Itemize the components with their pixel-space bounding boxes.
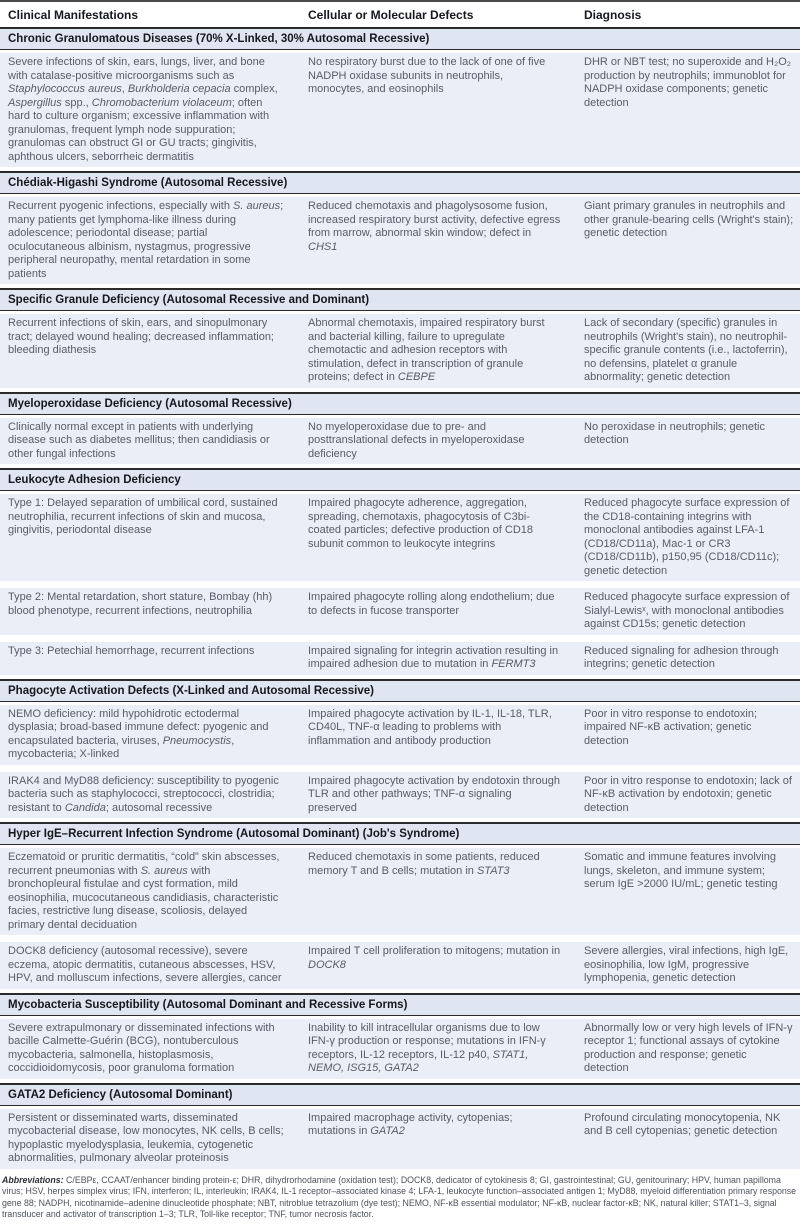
diagnosis-cell: Somatic and immune features involving lungs, skeleton, and immune system; serum IgE >2000 IU/mL; genetic testing (584, 851, 778, 890)
table-row (0, 642, 800, 675)
diagnosis-cell: Reduced phagocyte surface expression of the CD18-containing integrins with monoclonal antibodies against LFA-1 (CD18/CD11a), Mac-1 or CR3 (CD18/CD11b), p150,95 (CD18/CD11c); genetic detection (584, 497, 790, 577)
table-body (0, 27, 800, 1169)
diagnosis-cell: Abnormally low or very high levels of IFN-γ receptor 1; functional assays of cytokine production and response; genetic detection (584, 1021, 793, 1074)
clinical-manifestations-cell: Type 2: Mental retardation, short stature, Bombay (hh) blood phenotype, recurrent infections, neutrophilia (8, 591, 273, 617)
section-title: Chronic Granulomatous Diseases (70% X-Linked, 30% Autosomal Recessive) (0, 27, 800, 50)
table-section (0, 679, 800, 819)
column-header-row (0, 0, 800, 27)
diagnosis-cell: Reduced phagocyte surface expression of Sialyl-Lewisˣ, with monoclonal antibodies against CD15s; genetic detection (584, 591, 790, 630)
clinical-manifestations-cell: Type 3: Petechial hemorrhage, recurrent infections (8, 644, 255, 657)
clinical-manifestations-cell: Persistent or disseminated warts, disseminated mycobacterial disease, low monocytes, NK cells, B cells; hypoplastic myelodysplasia, leukemia, cytogenetic abnormalities, pulmonary alveolar proteinosis (8, 1111, 284, 1164)
diagnosis-cell: DHR or NBT test; no superoxide and H₂O₂ production by neutrophils; immunoblot for NADPH oxidase components; genetic detection (584, 56, 792, 109)
clinical-manifestations-cell: Recurrent pyogenic infections, especially with S. aureus; many patients get lymphoma-like illness during adolescence; periodontal disease; partial oculocutaneous albinism, nystagmus, progressive peripheral neuropathy, mental retardation in some patients (8, 200, 284, 280)
cellular-molecular-defects-cell: Impaired macrophage activity, cytopenias; mutations in GATA2 (308, 1111, 513, 1137)
clinical-manifestations-cell: Severe extrapulmonary or disseminated infections with bacille Calmette-Guérin (BCG), nontuberculous mycobacteria, salmonella, histoplasmosis, coccidioidomycosis, poor granuloma formation (8, 1021, 275, 1074)
section-title: Specific Granule Deficiency (Autosomal Recessive and Dominant) (0, 288, 800, 311)
clinical-manifestations-cell: DOCK8 deficiency (autosomal recessive), severe eczema, atopic dermatitis, cutaneous abscesses, HSV, HPV, and molluscum infections, severe allergies, cancer (8, 945, 282, 984)
table-row (0, 1019, 800, 1079)
cellular-molecular-defects-cell: Inability to kill intracellular organisms due to low IFN-γ production or response; mutations in IFN-γ receptors, IL-12 receptors, IL-12 p40, STAT1, NEMO, ISG15, GATA2 (308, 1021, 546, 1074)
cellular-molecular-defects-cell: Impaired phagocyte activation by IL-1, IL-18, TLR, CD40L, TNF-α leading to problems with inflammation and antibody production (308, 707, 552, 747)
table-row (0, 1109, 800, 1169)
cellular-molecular-defects-cell: No respiratory burst due to the lack of one of five NADPH oxidase subunits in neutrophils, monocytes, and eosinophils (308, 56, 546, 95)
clinical-manifestations-cell: Eczematoid or pruritic dermatitis, “cold” skin abscesses, recurrent pneumonias with S. aureus with bronchopleural fistulae and cyst formation, mild eosinophilia, mucocutaneous candidiasis, characteristic facies, restrictive lung disease, scoliosis, delayed primary dental deciduation (8, 851, 280, 931)
table-row (0, 588, 800, 635)
diagnosis-cell: Poor in vitro response to endotoxin; impaired NF-κB activation; genetic detection (584, 707, 758, 747)
section-title: Phagocyte Activation Defects (X-Linked and Autosomal Recessive) (0, 679, 800, 702)
diagnosis-cell: Lack of secondary (specific) granules in neutrophils (Wright's stain), no neutrophil-specific granule contents (i.e., lactoferrin), no defensins, platelet α granule abnormality; genetic detection (584, 317, 788, 383)
abbreviations-text: C/EBPε, CCAAT/enhancer binding protein-ε; DHR, dihydrorhodamine (oxidation test); DOCK8, dedicator of cytokinesis 8; GI, gastrointestinal; GU, genitourinary; HPV, human papilloma virus; HSV, herpes simplex virus; IFN, interferon; IL, interleukin; IRAK4, IL-1 receptor–associated kinase 4; LFA-1, leukocyte function–associated antigen 1; MyD88, myeloid differentiation primary response gene 88; NADPH, nicotinamide–adenine dinucleotide phosphate; NBT, nitroblue tetrazolium (dye test); NEMO, NF-κB essential modulator; NF-κB, nuclear factor-κB; NK, natural killer; STAT1–3, signal transducer and activator of transcription 1–3; TLR, Toll-like receptor; TNF, tumor necrosis factor. (2, 1174, 797, 1219)
diagnosis-cell: Severe allergies, viral infections, high IgE, eosinophilia, low IgM, progressive lymphopenia, genetic detection (584, 945, 789, 984)
table-row (0, 772, 800, 819)
table-section (0, 171, 800, 284)
clinical-manifestations-cell: Clinically normal except in patients with underlying disease such as diabetes mellitus; then candidiasis or other fungal infections (8, 420, 270, 460)
section-title: Hyper IgE–Recurrent Infection Syndrome (Autosomal Dominant) (Job's Syndrome) (0, 822, 800, 845)
section-title: Mycobacteria Susceptibility (Autosomal Dominant and Recessive Forms) (0, 993, 800, 1016)
section-title: Leukocyte Adhesion Deficiency (0, 468, 800, 491)
table-row (0, 494, 800, 581)
table-row (0, 942, 800, 989)
abbreviations-footnote (0, 1175, 800, 1221)
table-row (0, 848, 800, 935)
cellular-molecular-defects-cell: Impaired phagocyte rolling along endothelium; due to defects in fucose transporter (308, 591, 555, 617)
cellular-molecular-defects-cell: Abnormal chemotaxis, impaired respiratory burst and bacterial killing, failure to upregulate chemotactic and adhesion receptors with stimulation, defect in transcription of granule proteins; defect in CEBPE (308, 317, 545, 383)
cellular-molecular-defects-cell: Reduced chemotaxis and phagolysosome fusion, increased respiratory burst activity, defective egress from marrow, abnormal skin window; defect in CHS1 (308, 200, 561, 253)
table-row (0, 314, 800, 388)
table-row (0, 197, 800, 284)
table-section (0, 288, 800, 388)
section-title: GATA2 Deficiency (Autosomal Dominant) (0, 1083, 800, 1106)
diagnosis-cell: Reduced signaling for adhesion through integrins; genetic detection (584, 644, 779, 670)
clinical-manifestations-cell: IRAK4 and MyD88 deficiency: susceptibility to pyogenic bacteria such as staphylococci, streptococci, clostridia; resistant to Candida; autosomal recessive (8, 774, 279, 814)
diagnosis-cell: No peroxidase in neutrophils; genetic detection (584, 420, 766, 446)
table-section (0, 822, 800, 989)
clinical-manifestations-cell: NEMO deficiency: mild hypohidrotic ectodermal dysplasia; broad-based immune defect: pyogenic and encapsulated bacteria, viruses, Pneumocystis, mycobacteria; X-linked (8, 707, 269, 760)
table-row (0, 705, 800, 765)
cellular-molecular-defects-cell: Impaired signaling for integrin activation resulting in impaired adhesion due to mutation in FERMT3 (308, 644, 559, 670)
column-header-cellular-molecular-defects: Cellular or Molecular Defects (308, 8, 474, 22)
section-title: Myeloperoxidase Deficiency (Autosomal Recessive) (0, 392, 800, 415)
table-section (0, 468, 800, 675)
cellular-molecular-defects-cell: Impaired T cell proliferation to mitogens; mutation in DOCK8 (308, 945, 561, 971)
section-title: Chédiak-Higashi Syndrome (Autosomal Recessive) (0, 171, 800, 194)
cellular-molecular-defects-cell: Impaired phagocyte adherence, aggregation, spreading, chemotaxis, phagocytosis of C3bi-coated particles; defective production of CD18 subunit common to leukocyte integrins (308, 497, 534, 550)
table-section (0, 993, 800, 1079)
clinical-manifestations-cell: Type 1: Delayed separation of umbilical cord, sustained neutrophilia, recurrent infections of skin and mucosa, gingivitis, periodontal disease (8, 497, 278, 536)
column-header-clinical-manifestations: Clinical Manifestations (8, 8, 139, 22)
table-section (0, 1083, 800, 1169)
diagnosis-cell: Profound circulating monocytopenia, NK and B cell cytopenias; genetic detection (584, 1111, 781, 1137)
diagnosis-cell: Poor in vitro response to endotoxin; lack of NF-κB activation by endotoxin; genetic detection (584, 774, 792, 814)
cellular-molecular-defects-cell: No myeloperoxidase due to pre- and posttranslational defects in myeloperoxidase deficiency (308, 420, 525, 460)
cellular-molecular-defects-cell: Impaired phagocyte activation by endotoxin through TLR and other pathways; TNF-α signaling preserved (308, 774, 560, 814)
abbreviations-label: Abbreviations: (2, 1174, 64, 1185)
table-row (0, 418, 800, 465)
table-row (0, 53, 800, 167)
clinical-manifestations-cell: Severe infections of skin, ears, lungs, liver, and bone with catalase-positive microorganisms such as Staphylococcus aureus, Burkholderia cepacia complex, Aspergillus spp., Chromobacterium violaceum; often hard to culture organism; excessive inflammation with granulomas, frequent lymph node suppuration; granulomas can obstruct GI or GU tracts; gingivitis, aphthous ulcers, seborrheic dermatitis (8, 56, 278, 163)
cellular-molecular-defects-cell: Reduced chemotaxis in some patients, reduced memory T and B cells; mutation in STAT3 (308, 851, 540, 877)
column-header-diagnosis: Diagnosis (584, 8, 642, 22)
diagnosis-cell: Giant primary granules in neutrophils and other granule-bearing cells (Wright's stain); genetic detection (584, 200, 794, 239)
table-section (0, 27, 800, 167)
table-section (0, 392, 800, 465)
clinical-manifestations-cell: Recurrent infections of skin, ears, and sinopulmonary tract; delayed wound healing; decreased inflammation; bleeding diathesis (8, 317, 274, 356)
